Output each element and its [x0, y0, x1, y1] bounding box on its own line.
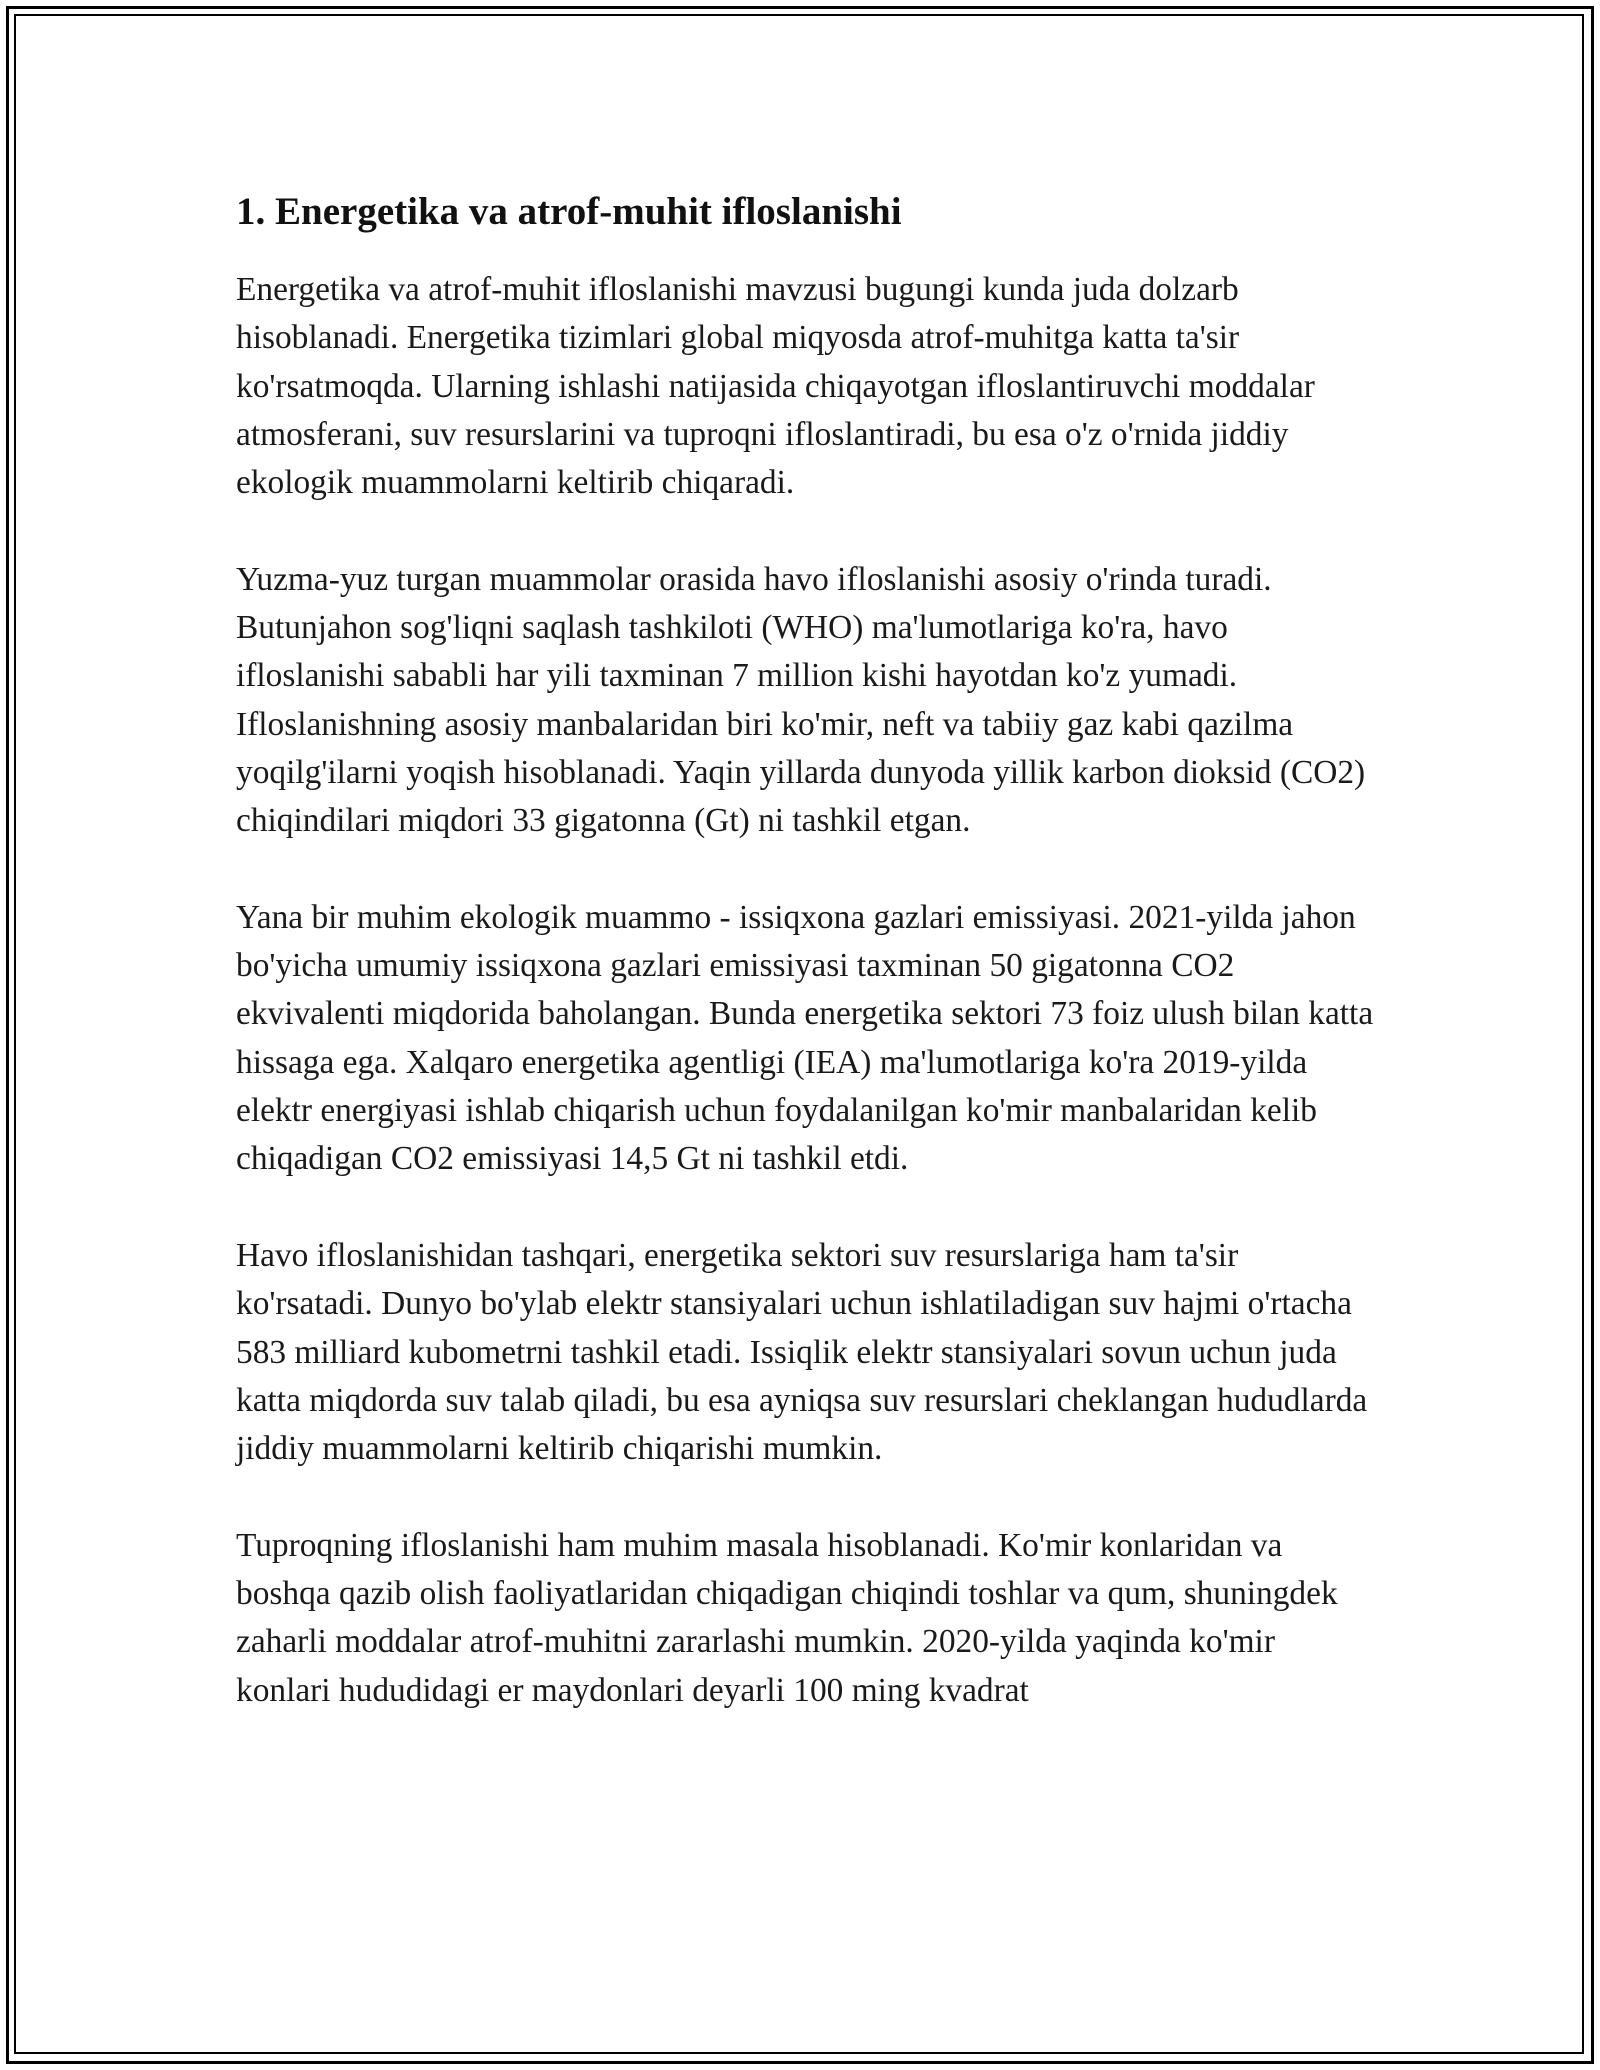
paragraph-greenhouse-gases: Yana bir muhim ekologik muammo - issiqxona gazlari emissiyasi. 2021-yilda jahon bo'yicha umumiy issiqxona gazlari emissiyasi taxminan 50 gigatonna CO2 ekvivalenti miqdorida baholangan. Bunda energetika sektori 73 foiz ulush bilan katta hissaga ega. Xalqaro energetika agentligi (IEA) ma'lumotlariga ko'ra 2019-yilda elektr energiyasi ishlab chiqarish uchun foydalanilgan ko'mir manbalaridan kelib chiqadigan CO2 emissiyasi 14,5 Gt ni tashkil etdi. [236, 898, 1374, 1178]
paragraph-intro: Energetika va atrof-muhit ifloslanishi mavzusi bugungi kunda juda dolzarb hisoblanadi. Energetika tizimlari global miqyosda atrof-muhitga katta ta'sir ko'rsatmoqda. Ularning ishlashi natijasida chiqayotgan ifloslantiruvchi moddalar atmosferani, suv resurslarini va tuproqni ifloslantiradi, bu esa o'z o'rnida jiddiy ekologik muammolarni keltirib chiqaradi. [236, 271, 1315, 502]
section-heading: 1. Energetika va atrof-muhit ifloslanishi [236, 190, 902, 233]
paragraph-air-pollution: Yuzma-yuz turgan muammolar orasida havo ifloslanishi asosiy o'rinda turadi. Butunjahon sog'liqni saqlash tashkiloti (WHO) ma'lumotlariga ko'ra, havo ifloslanishi sababli har yili taxminan 7 million kishi hayotdan ko'z yumadi. Ifloslanishning asosiy manbalaridan biri ko'mir, neft va tabiiy gaz kabi qazilma yoqilg'ilarni yoqish hisoblanadi. Yaqin yillarda dunyoda yillik karbon dioksid (CO2) chiqindilari miqdori 33 gigatonna (Gt) ni tashkil etgan. [236, 560, 1366, 840]
document-body [236, 186, 1376, 1763]
paragraph-water-resources: Havo ifloslanishidan tashqari, energetika sektori suv resurslariga ham ta'sir ko'rsatadi. Dunyo bo'ylab elektr stansiyalari uchun ishlatiladigan suv hajmi o'rtacha 583 milliard kubometrni tashkil etadi. Issiqlik elektr stansiyalari sovun uchun juda katta miqdorda suv talab qiladi, bu esa ayniqsa suv resurslari cheklangan hududlarda jiddiy muammolarni keltirib chiqarishi mumkin. [236, 1236, 1368, 1468]
paragraph-soil-pollution: Tuproqning ifloslanishi ham muhim masala hisoblanadi. Ko'mir konlaridan va boshqa qazib olish faoliyatlaridan chiqadigan chiqindi toshlar va qum, shuningdek zaharli moddalar atrof-muhitni zararlashi mumkin. 2020-yilda yaqinda ko'mir konlari hududidagi er maydonlari deyarli 100 ming kvadrat [236, 1526, 1338, 1709]
